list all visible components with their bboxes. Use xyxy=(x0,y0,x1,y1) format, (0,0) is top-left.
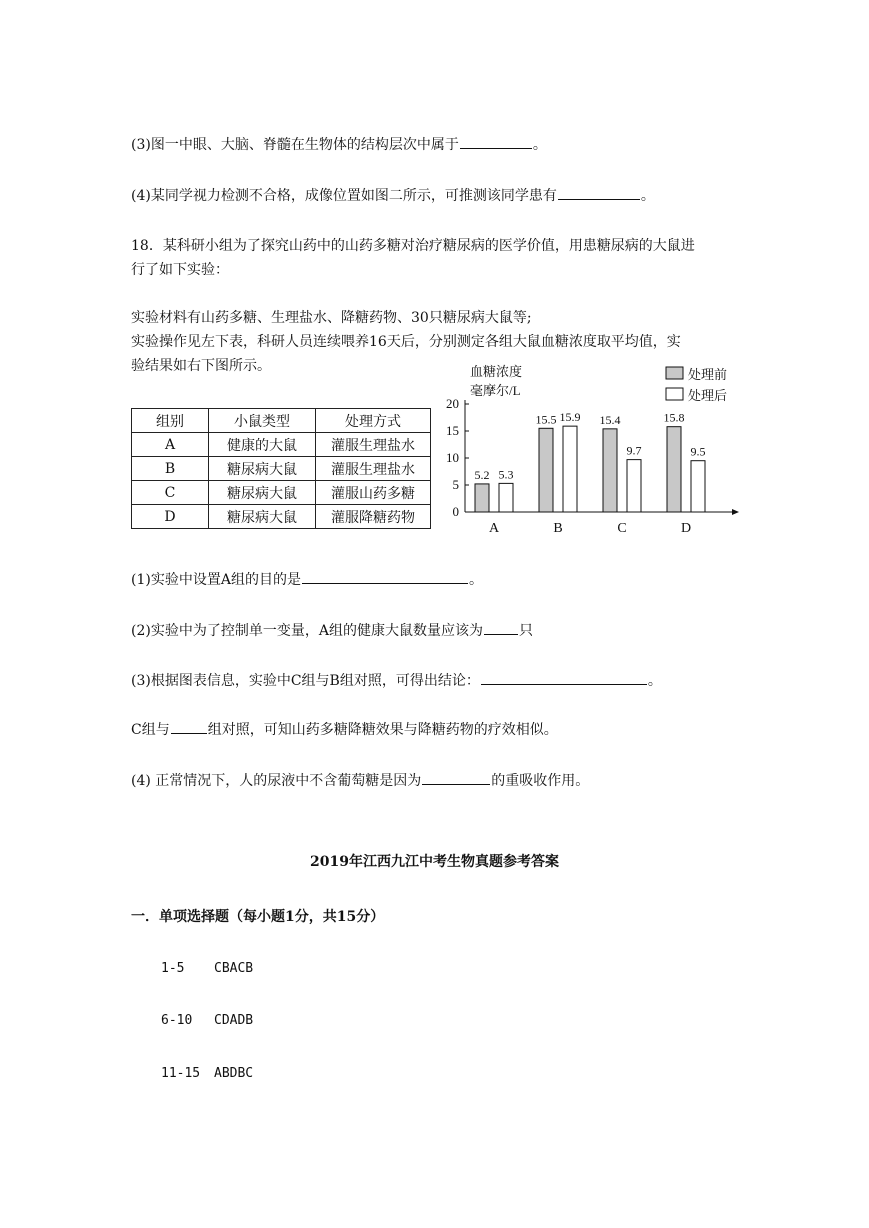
y-axis-label: 毫摩尔/L xyxy=(470,383,521,398)
x-tick-label: C xyxy=(617,521,627,536)
data-label: 15.5 xyxy=(535,412,557,427)
legend-label: 处理前 xyxy=(688,367,728,382)
q18-sub1: (1)实验中设置A组的目的是 。 xyxy=(131,569,483,590)
table-cell: 灌服生理盐水 xyxy=(316,433,431,457)
q18-procedure-line1: 实验操作见左下表，科研人员连续喂养16天后，分别测定各组大鼠血糖浓度取平均值，实 xyxy=(131,334,681,350)
data-label: 15.8 xyxy=(663,410,685,425)
experiment-table xyxy=(131,408,431,529)
q18-sub3: (3)根据图表信息，实验中C组与B组对照，可得出结论： 。 xyxy=(131,670,662,691)
answer-blank xyxy=(481,670,647,685)
table-cell: 灌服降糖药物 xyxy=(316,505,431,529)
x-axis-arrow xyxy=(732,509,739,515)
y-tick-label: 0 xyxy=(452,504,459,519)
answers-section-heading: 一．单项选择题（每小题1分，共15分） xyxy=(131,909,385,925)
q18-sub3b-text: C组与 xyxy=(131,722,170,738)
bar xyxy=(563,426,577,512)
answer-row xyxy=(161,1013,253,1028)
legend-swatch xyxy=(666,367,683,379)
q18-sub1-text: (1)实验中设置A组的目的是 xyxy=(131,572,301,588)
q18-stem-line1: 18．某科研小组为了探究山药中的山药多糖对治疗糖尿病的医学价值，用患糖尿病的大鼠进 xyxy=(131,238,695,254)
table-row xyxy=(132,457,431,481)
q18-sub2: (2)实验中为了控制单一变量，A组的健康大鼠数量应该为 只 xyxy=(131,620,533,641)
q18-stem-line2: 行了如下实验： xyxy=(131,262,229,278)
q18-procedure-line2: 验结果如右下图所示。 xyxy=(131,358,271,374)
table-cell: 灌服生理盐水 xyxy=(316,457,431,481)
q18-sub2-text: (2)实验中为了控制单一变量，A组的健康大鼠数量应该为 xyxy=(131,623,483,639)
answer-range: 1-5 xyxy=(161,961,185,976)
table-header-row xyxy=(132,409,431,433)
table-row xyxy=(132,481,431,505)
answer-blank xyxy=(460,134,532,149)
answer-range: 6-10 xyxy=(161,1013,193,1028)
data-label: 5.2 xyxy=(474,467,490,482)
data-label: 9.5 xyxy=(690,444,706,459)
bar xyxy=(691,461,705,512)
data-label: 15.4 xyxy=(599,412,621,427)
table-header: 组别 xyxy=(132,409,209,433)
q17-item3: (3)图一中眼、大脑、脊髓在生物体的结构层次中属于 。 xyxy=(131,134,547,155)
answer-range: 11-15 xyxy=(161,1066,201,1081)
table-header: 小鼠类型 xyxy=(209,409,316,433)
answer-letters: ABDBC xyxy=(214,1066,254,1081)
q18-sub3-text: (3)根据图表信息，实验中C组与B组对照，可得出结论： xyxy=(131,673,480,689)
table-cell: 灌服山药多糖 xyxy=(316,481,431,505)
table-header: 处理方式 xyxy=(316,409,431,433)
q17-item4: (4)某同学视力检测不合格，成像位置如图二所示，可推测该同学患有 。 xyxy=(131,185,655,206)
q18-materials: 实验材料有山药多糖、生理盐水、降糖药物、30只糖尿病大鼠等; xyxy=(131,310,532,326)
answer-blank xyxy=(484,620,518,635)
table-cell: 糖尿病大鼠 xyxy=(209,505,316,529)
data-label: 15.9 xyxy=(559,410,581,425)
answer-blank xyxy=(422,770,490,785)
bar xyxy=(603,429,617,512)
bar xyxy=(539,428,553,512)
legend-label: 处理后 xyxy=(688,388,728,403)
data-label: 9.7 xyxy=(626,443,642,458)
y-tick-label: 15 xyxy=(446,423,459,438)
answer-row xyxy=(161,1066,253,1081)
answer-blank xyxy=(558,185,640,200)
y-tick-label: 5 xyxy=(452,477,459,492)
q17-item4-text: (4)某同学视力检测不合格，成像位置如图二所示，可推测该同学患有 xyxy=(131,188,557,204)
q18-sub4: (4) 正常情况下，人的尿液中不含葡萄糖是因为 的重吸收作用。 xyxy=(131,770,589,791)
table-row xyxy=(132,433,431,457)
q18-sub4-text: (4) 正常情况下，人的尿液中不含葡萄糖是因为 xyxy=(131,773,422,789)
answer-blank xyxy=(302,569,468,584)
q18-sub3b: C组与 组对照，可知山药多糖降糖效果与降糖药物的疗效相似。 xyxy=(131,719,558,740)
bar xyxy=(627,460,641,512)
table-cell: C xyxy=(132,481,209,505)
table-cell: 糖尿病大鼠 xyxy=(209,457,316,481)
table-cell: B xyxy=(132,457,209,481)
table-cell: A xyxy=(132,433,209,457)
data-label: 5.3 xyxy=(498,467,514,482)
y-tick-label: 10 xyxy=(446,450,459,465)
y-tick-label: 20 xyxy=(446,396,459,411)
blood-sugar-bar-chart xyxy=(438,362,743,542)
table-cell: D xyxy=(132,505,209,529)
table-row xyxy=(132,505,431,529)
y-axis-label: 血糖浓度 xyxy=(470,364,523,379)
answer-row xyxy=(161,961,253,976)
x-tick-label: B xyxy=(553,521,563,536)
answers-title: 2019年江西九江中考生物真题参考答案 xyxy=(310,854,559,870)
table-cell: 健康的大鼠 xyxy=(209,433,316,457)
table-cell: 糖尿病大鼠 xyxy=(209,481,316,505)
bar xyxy=(475,484,489,512)
answer-letters: CBACB xyxy=(214,961,254,976)
bar xyxy=(667,427,681,512)
answer-blank xyxy=(171,719,207,734)
answer-letters: CDADB xyxy=(214,1013,254,1028)
x-tick-label: D xyxy=(680,521,692,536)
legend-swatch xyxy=(666,388,683,400)
bar xyxy=(499,483,513,512)
q17-item3-text: (3)图一中眼、大脑、脊髓在生物体的结构层次中属于 xyxy=(131,137,459,153)
x-tick-label: A xyxy=(488,521,500,536)
